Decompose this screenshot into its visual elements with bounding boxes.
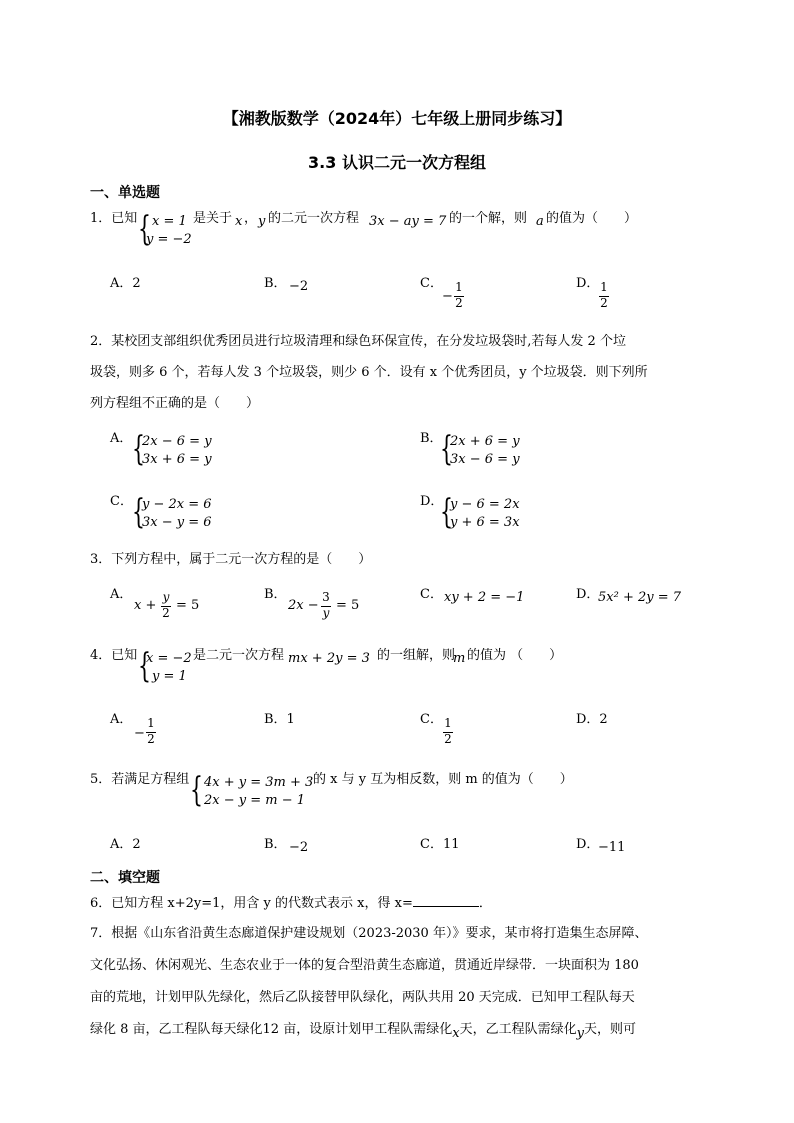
q2-line-2: 圾袋，则多 6 个，若每人发 3 个垃圾袋，则少 6 个．设有 x 个优秀团员，y 个垃圾袋．则下列所 xyxy=(90,365,648,380)
q3-option-b-label: B． xyxy=(264,587,287,602)
q2-option-a-label: A． xyxy=(110,431,133,446)
q3-option-b-denominator: y xyxy=(322,606,330,620)
q5-system-line-1: 4x + y = 3m + 3 xyxy=(204,775,314,790)
q1-system-line-1: x = 1 xyxy=(152,214,187,229)
q7-line-4-pre: 绿化 8 亩，乙工程队每天绿化12 亩，设原计划甲工程队需绿化 xyxy=(90,1022,453,1037)
document-title: 【湘教版数学（2024年）七年级上册同步练习】 xyxy=(222,109,572,128)
q3-option-a-denominator: 2 xyxy=(162,606,170,620)
q4-system-brace: { xyxy=(138,646,151,686)
q1-var-y: y xyxy=(258,214,266,229)
q5-option-a[interactable]: A．2 xyxy=(110,837,141,852)
q1-option-b-label: B． xyxy=(264,276,287,291)
q5-system-line-2: 2x − y = m − 1 xyxy=(204,793,306,808)
q2-option-b-line-2: 3x − 6 = y xyxy=(450,452,520,467)
q1-comma: ， xyxy=(244,211,258,226)
q4-option-c-denominator: 2 xyxy=(444,732,452,746)
q2-option-c-brace: { xyxy=(132,492,145,532)
q5-option-b-value: −2 xyxy=(289,840,309,855)
q3-option-b-pre: 2x − xyxy=(288,598,319,613)
section-heading-single-choice: 一、单选题 xyxy=(90,185,160,201)
q7-line-2: 文化弘扬、休闲观光、生态农业于一体的复合型沿黄生态廊道，贯通近岸绿带．一块面积为 180 xyxy=(90,958,639,973)
q1-option-b-value: −2 xyxy=(289,279,309,294)
q2-option-b-brace: { xyxy=(440,429,453,469)
q4-text-post: 的值为 （ ） xyxy=(467,648,563,663)
q5-option-d-value: −11 xyxy=(598,840,626,855)
q4-prefix: 4．已知 xyxy=(90,648,138,663)
q7-line-4 xyxy=(90,1021,636,1039)
q7-var-x: x xyxy=(452,1026,460,1041)
q7-line-4-mid: 天，乙工程队需绿化 xyxy=(459,1022,577,1037)
q2-option-a-line-1: 2x − 6 = y xyxy=(142,434,212,449)
q7-var-y: y xyxy=(576,1026,584,1041)
q4-option-c-numerator: 1 xyxy=(444,716,452,730)
q4-system-line-1: x = −2 xyxy=(146,651,192,666)
q3-option-d-label: D． xyxy=(576,587,600,602)
q1-option-d-denominator: 2 xyxy=(600,296,608,310)
q4-option-d[interactable]: D．2 xyxy=(576,712,608,727)
q6-text-post: ． xyxy=(478,896,492,911)
q3-stem: 3．下列方程中，属于二元一次方程的是（ ） xyxy=(90,552,372,567)
q4-option-a-sign: − xyxy=(134,726,145,741)
q4-var-m: m xyxy=(453,651,466,666)
q2-line-1: 2．某校团支部组织优秀团员进行垃圾清理和绿色环保宣传，在分发垃圾袋时,若每人发 2 个垃 xyxy=(90,334,626,349)
q1-option-a[interactable]: A．2 xyxy=(110,276,141,291)
q1-text-mid2: 的二元一次方程 xyxy=(268,211,360,226)
q5-option-b-label: B． xyxy=(264,837,287,852)
q1-option-c-label: C． xyxy=(420,276,443,291)
q4-option-a-numerator: 1 xyxy=(147,716,155,730)
q4-equation: mx + 2y = 3 xyxy=(288,651,370,666)
q3-option-a-post: = 5 xyxy=(176,598,200,613)
q1-system-line-2: y = −2 xyxy=(146,232,192,247)
q2-line-3: 列方程组不正确的是（ ） xyxy=(90,396,260,411)
q1-option-d-label: D． xyxy=(576,276,600,291)
q2-option-d-line-1: y − 6 = 2x xyxy=(450,497,520,512)
q5-prefix: 5．若满足方程组 xyxy=(90,772,190,787)
q2-option-c-line-2: 3x − y = 6 xyxy=(142,515,212,530)
q2-option-b-label: B． xyxy=(420,431,443,446)
q1-text-mid: 是关于 xyxy=(193,211,233,226)
q6-text: 6．已知方程 x+2y=1，用含 y 的代数式表示 x，得 x= xyxy=(90,896,413,911)
q3-option-a-label: A． xyxy=(110,587,133,602)
q3-option-b-numerator: 3 xyxy=(322,590,330,604)
q7-line-4-post: 天，则可 xyxy=(583,1022,636,1037)
q1-equation: 3x − ay = 7 xyxy=(369,214,447,229)
q2-option-c-line-1: y − 2x = 6 xyxy=(142,497,212,512)
q5-option-c[interactable]: C．11 xyxy=(420,837,460,852)
q4-text-mid2: 的一组解，则 xyxy=(377,648,456,663)
q4-option-a-label: A． xyxy=(110,712,133,727)
q3-option-c-value: xy + 2 = −1 xyxy=(444,590,525,605)
q3-option-a-pre: x + xyxy=(134,598,157,613)
q2-option-a-brace: { xyxy=(132,429,145,469)
q7-line-1: 7．根据《山东省沿黄生态廊道保护建设规划（2023-2030 年）》要求，某市将打造集生态屏障、 xyxy=(90,926,648,941)
q1-option-d-numerator: 1 xyxy=(600,280,608,294)
q2-option-d-brace: { xyxy=(440,492,453,532)
q7-line-3: 亩的荒地，计划甲队先绿化，然后乙队接替甲队绿化，两队共用 20 天完成．已知甲工程队每天 xyxy=(90,990,635,1005)
q1-text-mid3: 的一个解，则 xyxy=(449,211,528,226)
q2-option-c-label: C． xyxy=(110,494,133,509)
q4-system-line-2: y = 1 xyxy=(152,669,187,684)
q1-var-x: x xyxy=(235,214,243,229)
section-heading-fill-in: 二、填空题 xyxy=(90,870,160,886)
q4-option-b[interactable]: B．1 xyxy=(264,712,295,727)
q2-option-a-line-2: 3x + 6 = y xyxy=(142,452,212,467)
q3-option-d-value: 5x² + 2y = 7 xyxy=(598,590,682,605)
q2-option-d-label: D． xyxy=(420,494,444,509)
question-6 xyxy=(90,894,492,913)
q4-text-mid: 是二元一次方程 xyxy=(193,648,285,663)
q4-option-c-label: C． xyxy=(420,712,443,727)
q4-option-a-denominator: 2 xyxy=(147,732,155,746)
q1-var-a: a xyxy=(536,214,544,229)
q2-option-d-line-2: y + 6 = 3x xyxy=(450,515,520,530)
q5-text-post: 的 x 与 y 互为相反数，则 m 的值为（ ） xyxy=(313,772,573,787)
q1-option-c-numerator: 1 xyxy=(455,280,463,294)
document-subtitle: 3.3 认识二元一次方程组 xyxy=(308,153,486,172)
q3-option-c-label: C． xyxy=(420,587,443,602)
q5-option-d-label: D． xyxy=(576,837,600,852)
q2-option-b-line-1: 2x + 6 = y xyxy=(450,434,520,449)
q3-option-b-post: = 5 xyxy=(336,598,360,613)
q3-option-a-numerator: y xyxy=(162,590,170,604)
q1-option-c-sign: − xyxy=(442,289,453,304)
q1-system-brace: { xyxy=(138,209,151,249)
q1-prefix: 1．已知 xyxy=(90,211,138,226)
q1-text-post: 的值为（ ） xyxy=(546,211,638,226)
q5-system-brace: { xyxy=(190,770,203,810)
q1-option-c-denominator: 2 xyxy=(455,296,463,310)
q6-answer-blank[interactable] xyxy=(413,894,479,907)
